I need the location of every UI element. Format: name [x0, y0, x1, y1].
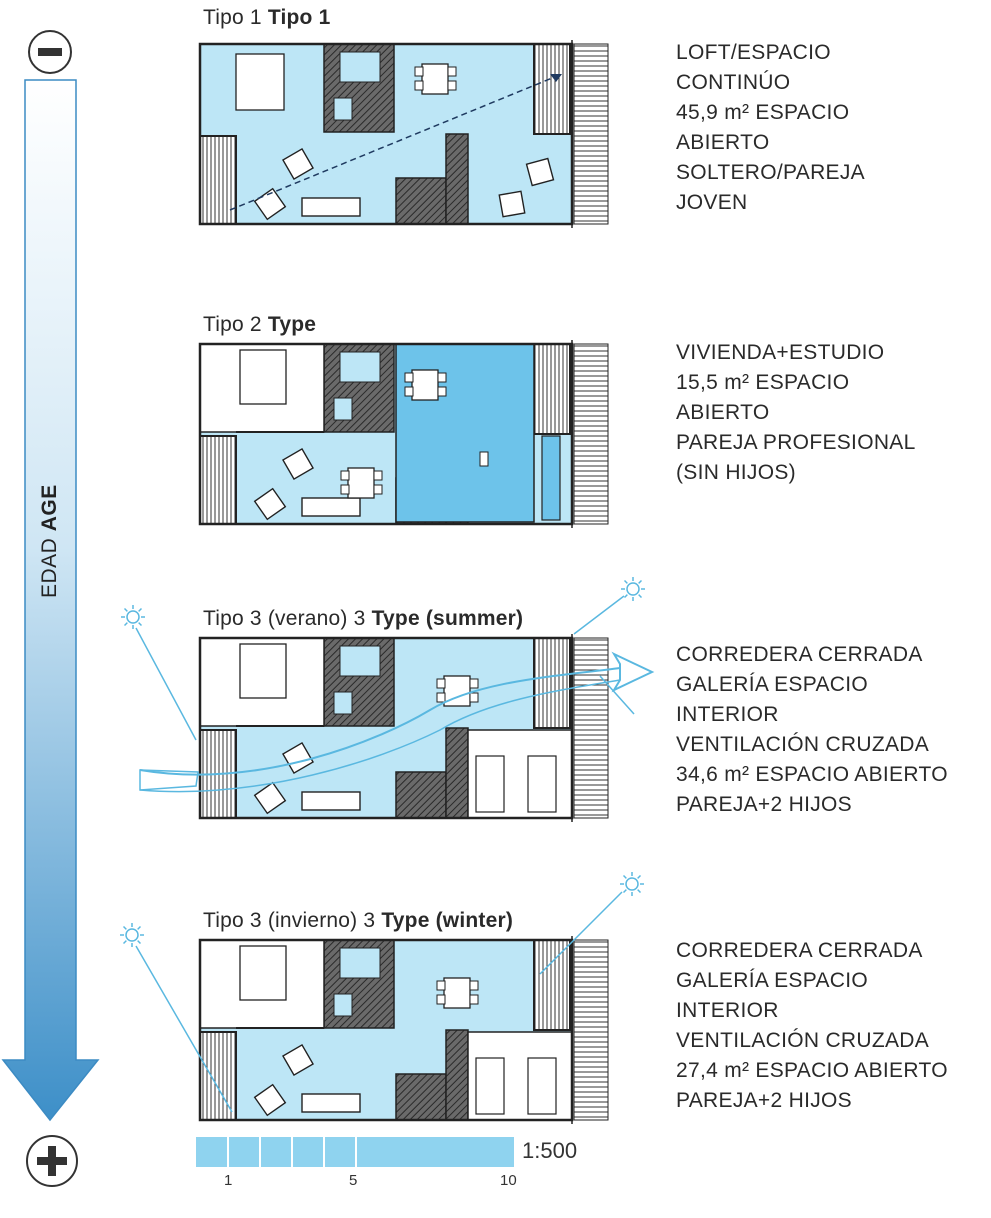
chair	[437, 693, 445, 702]
scale-tick-10: 10	[500, 1172, 517, 1189]
chair	[470, 981, 478, 990]
floor-plan-tipo-3-winter	[190, 936, 610, 1126]
bath-fixture	[340, 646, 380, 676]
table	[422, 64, 448, 94]
left-balcony	[200, 730, 236, 818]
unit-desc-4	[676, 936, 948, 1116]
kitchen-column	[446, 1030, 468, 1120]
kitchen-column	[446, 134, 468, 224]
child-bed-2	[528, 756, 556, 812]
sun-ray	[124, 927, 127, 930]
unit-desc-3	[676, 640, 948, 820]
unit-title-bold: Type (summer)	[371, 607, 524, 630]
child-bed-1	[476, 756, 504, 812]
sun-core	[626, 878, 638, 890]
sun-ray-line	[136, 628, 196, 740]
sun-ray	[125, 609, 128, 612]
sun-ray	[138, 941, 141, 944]
left-balcony	[200, 436, 236, 524]
unit-title-plain: Tipo 2	[203, 313, 262, 336]
sun-ray	[125, 623, 128, 626]
desc-line: PAREJA+2 HIJOS	[676, 793, 852, 816]
kitchen-block	[396, 1074, 446, 1120]
age-arrow	[0, 0, 110, 1218]
unit-title-1	[203, 6, 331, 30]
scale-tick-1: 1	[224, 1172, 233, 1189]
wc-fixture	[334, 692, 352, 714]
chair	[374, 485, 382, 494]
sofa	[302, 792, 360, 810]
wc-fixture	[334, 994, 352, 1016]
kitchen-block	[396, 772, 446, 818]
age-label-prefix: EDAD	[38, 537, 61, 598]
chair	[405, 373, 413, 382]
scale-tick-5: 5	[349, 1172, 358, 1189]
unit-title-plain: Tipo 3 (verano) 3	[203, 607, 366, 630]
desc-line: CONTINÚO	[676, 71, 791, 94]
plus-icon	[24, 1133, 80, 1189]
facade-louvre	[574, 44, 608, 224]
desc-line: JOVEN	[676, 191, 748, 214]
unit-title-plain: Tipo 3 (invierno) 3	[203, 909, 376, 932]
desc-line: INTERIOR	[676, 999, 779, 1022]
chair	[341, 485, 349, 494]
floor-plan-tipo-2	[190, 340, 610, 530]
desc-line: VENTILACIÓN CRUZADA	[676, 1029, 930, 1052]
unit-title-2	[203, 313, 316, 337]
desc-line: ABIERTO	[676, 401, 770, 424]
desc-line: INTERIOR	[676, 703, 779, 726]
desc-line: ABIERTO	[676, 131, 770, 154]
chair	[437, 981, 445, 990]
unit-title-plain: Tipo 1	[203, 6, 262, 29]
chair	[438, 373, 446, 382]
table	[444, 676, 470, 706]
bath-fixture	[340, 948, 380, 978]
chair	[470, 679, 478, 688]
unit-title-bold: Tipo 1	[267, 6, 331, 29]
kitchen-block	[396, 178, 446, 224]
chair	[470, 693, 478, 702]
left-balcony	[200, 136, 236, 224]
chair	[470, 995, 478, 1004]
sun-ray	[624, 876, 627, 879]
age-label	[38, 484, 62, 598]
facade-louvre	[574, 638, 608, 818]
desc-line: 15,5 m² ESPACIO	[676, 371, 850, 394]
sun-ray	[624, 890, 627, 893]
chair	[437, 679, 445, 688]
age-arrow-shape	[3, 80, 98, 1120]
sun-ray-line	[574, 596, 624, 634]
sun-icon	[621, 577, 645, 601]
desc-line: GALERÍA ESPACIO	[676, 673, 869, 696]
chair	[448, 81, 456, 90]
child-bed-1	[476, 1058, 504, 1114]
desc-line: 27,4 m² ESPACIO ABIERTO	[676, 1059, 948, 1082]
desc-line: 45,9 m² ESPACIO	[676, 101, 850, 124]
desc-line: VENTILACIÓN CRUZADA	[676, 733, 930, 756]
bath-fixture	[340, 352, 380, 382]
armchair-seat	[499, 191, 524, 216]
bath-fixture	[340, 52, 380, 82]
sun-ray	[139, 623, 142, 626]
floor-plan-tipo-3-summer	[190, 634, 610, 824]
sun-core	[627, 583, 639, 595]
bed	[240, 946, 286, 1000]
sun-icon	[121, 605, 145, 629]
sun-ray	[639, 581, 642, 584]
chair	[437, 995, 445, 1004]
desc-line: CORREDERA CERRADA	[676, 643, 923, 666]
facade-louvre	[574, 940, 608, 1120]
armchair	[499, 191, 524, 216]
right-balcony	[534, 44, 570, 134]
unit-title-4	[203, 909, 513, 933]
chair	[374, 471, 382, 480]
chair	[438, 387, 446, 396]
child-bed-2	[528, 1058, 556, 1114]
desc-line: SOLTERO/PAREJA	[676, 161, 865, 184]
sofa	[302, 498, 360, 516]
right-balcony	[534, 940, 570, 1030]
sun-ray	[138, 927, 141, 930]
armchair	[527, 159, 554, 186]
facade-louvre	[574, 344, 608, 524]
sun-core	[126, 929, 138, 941]
wc-fixture	[334, 98, 352, 120]
chair	[415, 81, 423, 90]
sun-ray	[638, 876, 641, 879]
desk	[542, 436, 560, 520]
left-balcony	[200, 1032, 236, 1120]
unit-title-bold: Type	[267, 313, 317, 336]
armchair-seat	[527, 159, 554, 186]
chair	[341, 471, 349, 480]
sun-ray	[124, 941, 127, 944]
right-balcony	[534, 344, 570, 434]
sun-core	[127, 611, 139, 623]
desc-line: CORREDERA CERRADA	[676, 939, 923, 962]
unit-title-3	[203, 607, 523, 631]
chair	[405, 387, 413, 396]
unit-desc-2	[676, 338, 916, 488]
table	[348, 468, 374, 498]
sun-icon	[620, 872, 644, 896]
desc-line: LOFT/ESPACIO	[676, 41, 831, 64]
chair	[415, 67, 423, 76]
sofa	[302, 1094, 360, 1112]
kitchen-column	[446, 728, 468, 818]
sun-ray	[139, 609, 142, 612]
desc-line: PAREJA+2 HIJOS	[676, 1089, 852, 1112]
table	[412, 370, 438, 400]
chair	[448, 67, 456, 76]
desc-line: 34,6 m² ESPACIO ABIERTO	[676, 763, 948, 786]
desc-line: VIVIENDA+ESTUDIO	[676, 341, 885, 364]
bed	[240, 350, 286, 404]
sun-ray	[625, 581, 628, 584]
desc-line: PAREJA PROFESIONAL	[676, 431, 916, 454]
scale-bar	[196, 1137, 516, 1169]
desc-line: GALERÍA ESPACIO	[676, 969, 869, 992]
ventilation-arrowhead	[614, 654, 652, 690]
age-label-bold: AGE	[38, 484, 61, 532]
study-chair	[480, 452, 488, 466]
scale-ratio: 1:500	[522, 1138, 578, 1163]
minus-icon	[26, 28, 74, 76]
bed	[236, 54, 284, 110]
sun-ray	[625, 595, 628, 598]
unit-desc-1	[676, 38, 865, 218]
sun-ray	[638, 890, 641, 893]
desc-line: (SIN HIJOS)	[676, 461, 796, 484]
sun-icon	[120, 923, 144, 947]
right-balcony	[534, 638, 570, 728]
sun-ray	[639, 595, 642, 598]
table	[444, 978, 470, 1008]
unit-title-bold: Type (winter)	[381, 909, 514, 932]
floor-plan-tipo-1	[190, 40, 610, 230]
wc-fixture	[334, 398, 352, 420]
bed	[240, 644, 286, 698]
sofa	[302, 198, 360, 216]
